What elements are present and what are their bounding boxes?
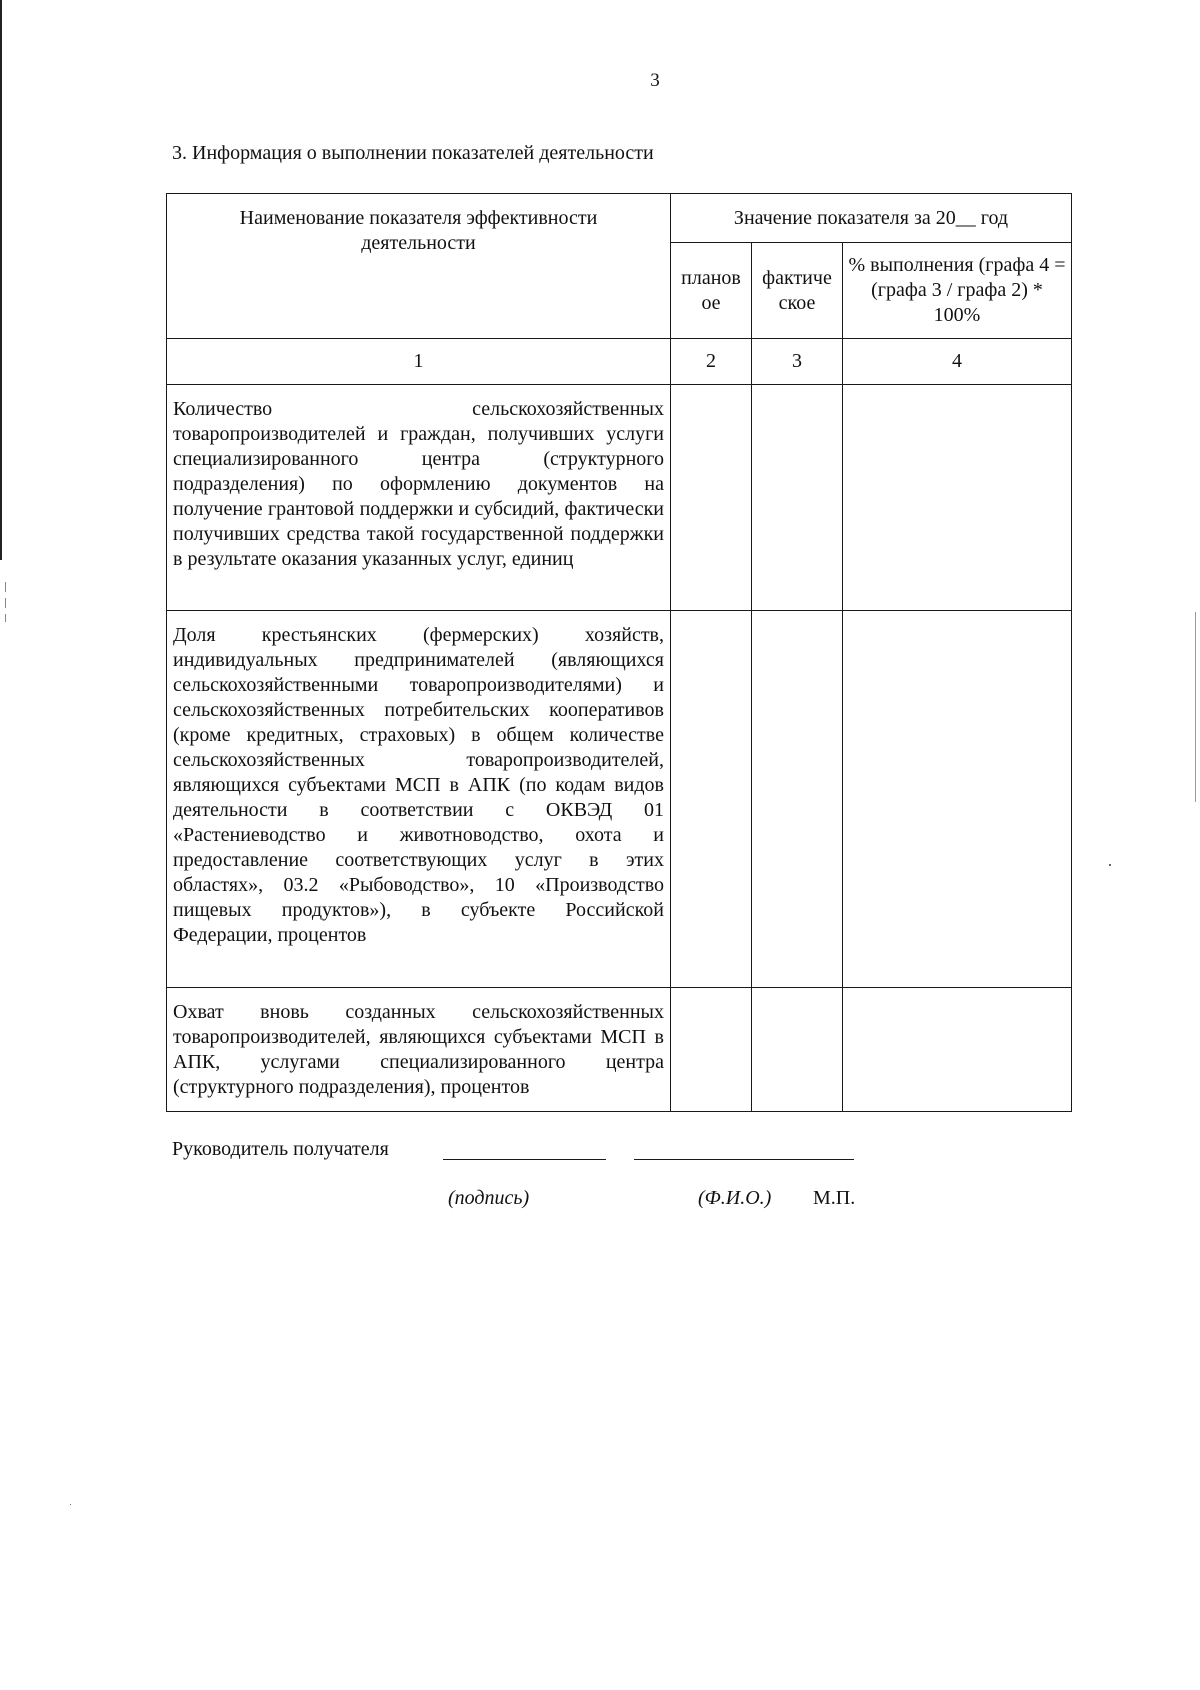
column-number: 3 [752,339,843,385]
section-title: 3. Информация о выполнении показателей деятельности [172,142,654,164]
page-number: 3 [650,70,660,91]
percent-value-cell [843,385,1072,611]
header-percent: % выполнения (графа 4 = (графа 3 / графа 2) * 100% [843,243,1072,339]
scan-edge-right [1195,612,1196,802]
actual-value-cell [752,988,843,1112]
header-indicator-value: Значение показателя за 20__ год [671,194,1072,243]
header-planned: планов ое [671,243,752,339]
percent-value-cell [843,611,1072,988]
actual-value-cell [752,385,843,611]
scan-edge-left [0,0,2,560]
indicator-name: Охват вновь созданных сельскохозяйственных товаропроизводителей, являющихся субъектами МСП в АПК, услугами специализированного центра (структурного подразделения), процентов [167,988,671,1112]
table-header-row [167,194,1072,243]
scan-speck [70,1504,71,1505]
table-row [167,611,1072,988]
column-number-row [167,339,1072,385]
actual-value-cell [752,611,843,988]
full-name-caption: (Ф.И.О.) [698,1187,772,1209]
scan-mark [5,598,6,608]
scan-mark [5,614,6,622]
scan-mark [5,582,6,592]
column-number: 2 [671,339,752,385]
header-indicator-name: Наименование показателя эффективности деятельности [167,194,671,339]
planned-value-cell [671,611,752,988]
stamp-place-label: М.П. [813,1187,856,1209]
column-number: 1 [167,339,671,385]
table-row [167,385,1072,611]
scan-speck [1109,864,1111,866]
planned-value-cell [671,385,752,611]
indicator-name: Доля крестьянских (фермерских) хозяйств, индивидуальных предпринимателей (являющихся сельскохозяйственными товаропроизводителями) и сельскохозяйственных потребительских кооперативов (кроме кредитных, страховых) в общем количестве сельскохозяйственных товаропроизводителей, являющихся субъектами МСП в АПК (по кодам видов деятельности в соответствии с ОКВЭД 01 «Растениеводство и животноводство, охота и предоставление соответствующих услуг в этих областях», 03.2 «Рыбоводство», 10 «Производство пищевых продуктов»), в субъекте Российской Федерации, процентов [167,611,671,988]
signature-line [443,1159,606,1160]
percent-value-cell [843,988,1072,1112]
table-row [167,988,1072,1112]
indicator-name: Количество сельскохозяйственных товаропроизводителей и граждан, получивших услуги специализированного центра (структурного подразделения) по оформлению документов на получение грантовой поддержки и субсидий, фактически получивших средства такой государственной поддержки в результате оказания указанных услуг, единиц [167,385,671,611]
planned-value-cell [671,988,752,1112]
signature-caption: (подпись) [448,1187,530,1209]
column-number: 4 [843,339,1072,385]
full-name-line [634,1159,854,1160]
header-actual: фактиче ское [752,243,843,339]
signature-label: Руководитель получателя [172,1138,389,1160]
indicators-table [166,193,1072,1112]
